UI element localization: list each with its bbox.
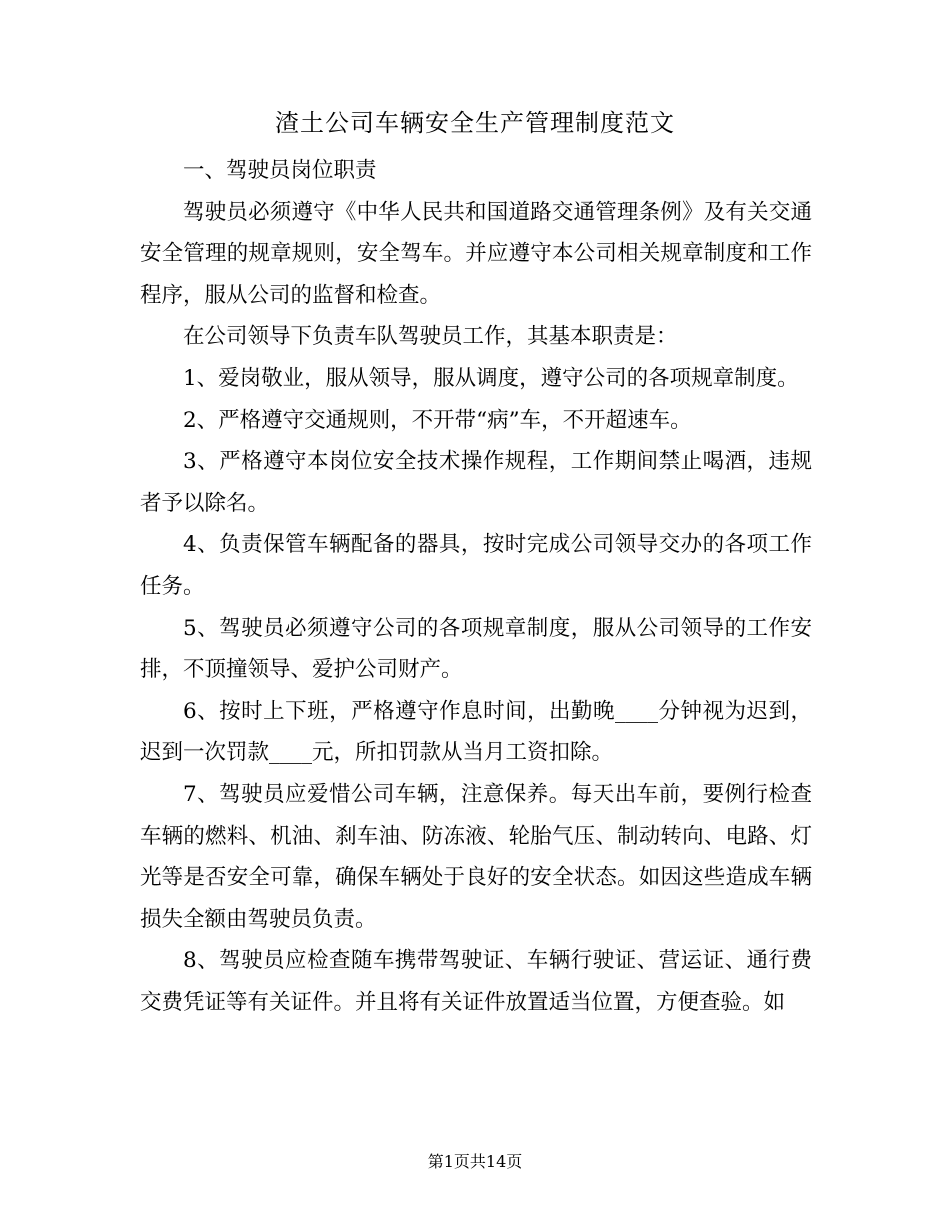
list-item: 2、严格遵守交通规则，不开带“病”车，不开超速车。	[183, 407, 692, 433]
page-number: 第1页共14页	[427, 1152, 523, 1171]
list-item: 6、按时上下班，严格遵守作息时间，出勤晚____分钟视为迟到，迟到一次罚款____元，所扣罚款从当月工资扣除。	[140, 698, 812, 766]
list-item: 8、驾驶员应检查随车携带驾驶证、车辆行驶证、营运证、通行费交费凭证等有关证件。并且将有关证件放置适当位置，方便查验。如	[140, 948, 812, 1015]
list-item: 7、驾驶员应爱惜公司车辆，注意保养。每天出车前，要例行检查车辆的燃料、机油、刹车油、防冻液、轮胎气压、制动转向、电路、灯光等是否安全可靠，确保车辆处于良好的安全状态。如因这些造成车辆损失全额由驾驶员负责。	[140, 781, 812, 932]
paragraph: 驾驶员必须遵守《中华人民共和国道路交通管理条例》及有关交通安全管理的规章规则，安全驾车。并应遵守本公司相关规章制度和工作程序，服从公司的监督和检查。	[140, 199, 812, 308]
list-item: 5、驾驶员必须遵守公司的各项规章制度，服从公司领导的工作安排，不顶撞领导、爱护公司财产。	[140, 615, 812, 683]
paragraph: 在公司领导下负责车队驾驶员工作，其基本职责是：	[183, 324, 678, 350]
list-item: 3、严格遵守本岗位安全技术操作规程，工作期间禁止喝酒，违规者予以除名。	[140, 449, 812, 516]
document-body	[140, 150, 812, 1023]
document-title: 渣土公司车辆安全生产管理制度范文	[275, 109, 675, 137]
list-item: 1、爱岗敬业，服从领导，服从调度，遵守公司的各项规章制度。	[183, 365, 799, 391]
list-item: 4、负责保管车辆配备的器具，按时完成公司领导交办的各项工作任务。	[140, 532, 812, 599]
section-heading: 一、驾驶员岗位职责	[183, 158, 377, 183]
